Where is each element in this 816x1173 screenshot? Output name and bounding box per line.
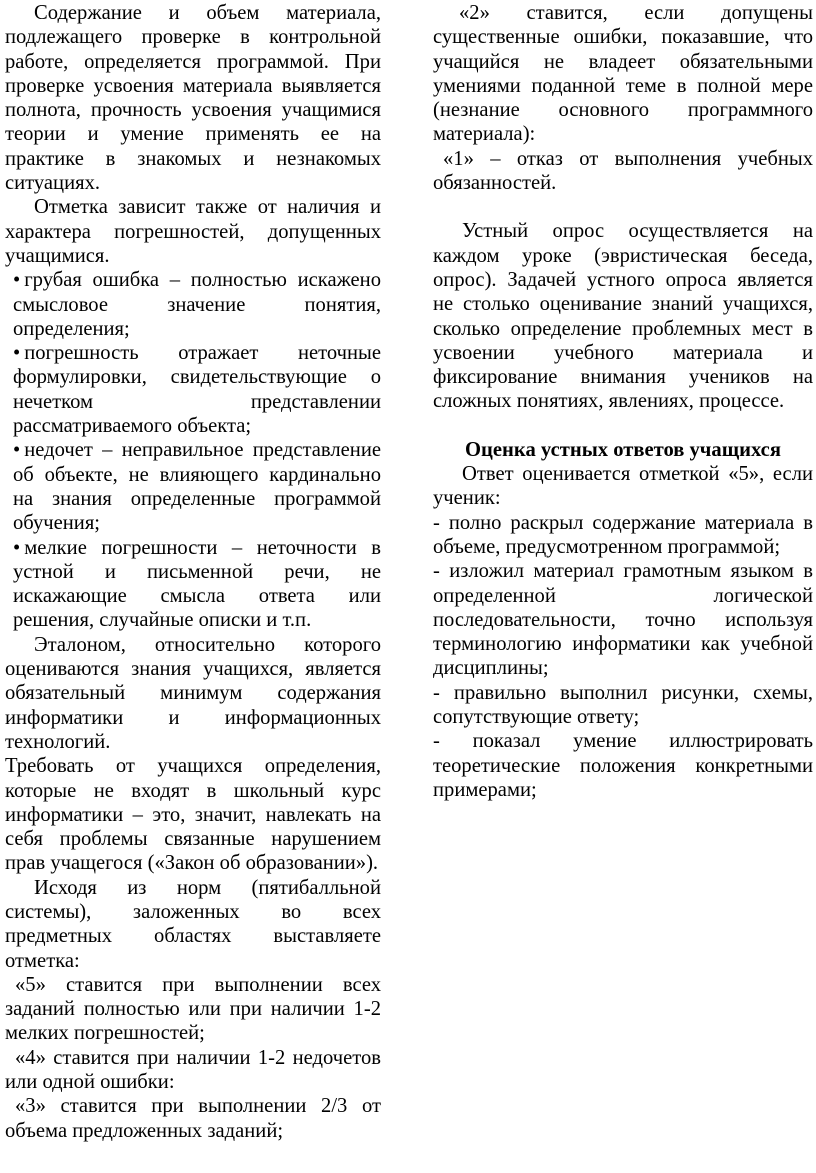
grade-5-paragraph: «5» ставится при выполнении всех заданий полностью или при наличии 1-2 мелких погрешностей;: [5, 973, 381, 1045]
right-column: [433, 1, 813, 802]
left-column: [5, 1, 381, 1143]
criteria-item: - показал умение иллюстрировать теоретические положения конкретными примерами;: [433, 730, 813, 801]
grade-4-paragraph: «4» ставится при наличии 1-2 недочетов или одной ошибки:: [5, 1046, 381, 1094]
spacer: [433, 195, 813, 219]
bullet-item: [5, 268, 381, 341]
criteria-item: - полно раскрыл содержание материала в объеме, предусмотренном программой;: [433, 511, 813, 558]
grade-1-paragraph: «1» – отказ от выполнения учебных обязанностей.: [433, 147, 813, 195]
standard-paragraph: Эталоном, относительно которого оцениваются знания учащихся, является обязательный минимум содержания информатики и информационных технологий.: [5, 633, 381, 753]
answer-intro-paragraph: Ответ оценивается отметкой «5», если ученик:: [433, 463, 813, 510]
bullet-text: недочет – неправильное представление об объекте, не влияющего кардинально на знания определенные программой обучения;: [13, 439, 381, 535]
criteria-item: - изложил материал грамотным языком в определенной логической последовательности, точно используя терминологию информатики как учебной дисциплины;: [433, 560, 813, 680]
intro-paragraph: Содержание и объем материала, подлежащего проверке в контрольной работе, определяется программой. При проверке усвоения материала выявляется полнота, прочность усвоения учащимися теории и умение применять ее на практике в знакомых и незнакомых ситуациях.: [5, 2, 381, 195]
requirements-paragraph: Требовать от учащихся определения, которые не входят в школьный курс информатики – это, значит, навлекать на себя проблемы связанные нарушением прав учащегося («Закон об образовании»).: [5, 755, 381, 875]
bullet-marker: •: [13, 342, 21, 365]
bullet-item: [5, 341, 381, 438]
errors-intro-paragraph: Отметка зависит также от наличия и характера погрешностей, допущенных учащимися.: [5, 196, 381, 267]
bullet-text: погрешность отражает неточные формулировки, свидетельствующие о нечетком представлении рассматриваемого объекта;: [13, 342, 381, 438]
section-heading: Оценка устных ответов учащихся: [465, 438, 781, 461]
bullet-text: мелкие погрешности – неточности в устной и письменной речи, не искажающие смысла ответа или решения, случайные описки и т.п.: [13, 536, 381, 632]
bullet-marker: •: [13, 536, 21, 559]
spacer: [433, 414, 813, 438]
bullet-item: [5, 536, 381, 633]
bullet-text: грубая ошибка – полностью искажено смысловое значение понятия, определения;: [13, 269, 381, 340]
grade-2-paragraph: «2» ставится, если допущены существенные ошибки, показавшие, что учащийся не владеет обязательными умениями поданной теме в полной мере (незнание основного программного материала):: [433, 2, 813, 146]
grade-3-paragraph: «3» ставится при выполнении 2/3 от объема предложенных заданий;: [5, 1095, 381, 1142]
bullet-item: [5, 438, 381, 535]
grading-intro-paragraph: Исходя из норм (пятибалльной системы), заложенных во всех предметных областях выставляете отметка:: [5, 876, 381, 972]
bullet-marker: •: [13, 269, 21, 292]
bullet-marker: •: [13, 439, 21, 462]
criteria-item: - правильно выполнил рисунки, схемы, сопутствующие ответу;: [433, 681, 813, 729]
oral-survey-paragraph: Устный опрос осуществляется на каждом уроке (эвристическая беседа, опрос). Задачей устного опроса является не столько оценивание знаний учащихся, сколько определение проблемных мест в усвоении учебного материала и фиксирование внимания учеников на сложных понятиях, явлениях, процессе.: [433, 220, 813, 413]
